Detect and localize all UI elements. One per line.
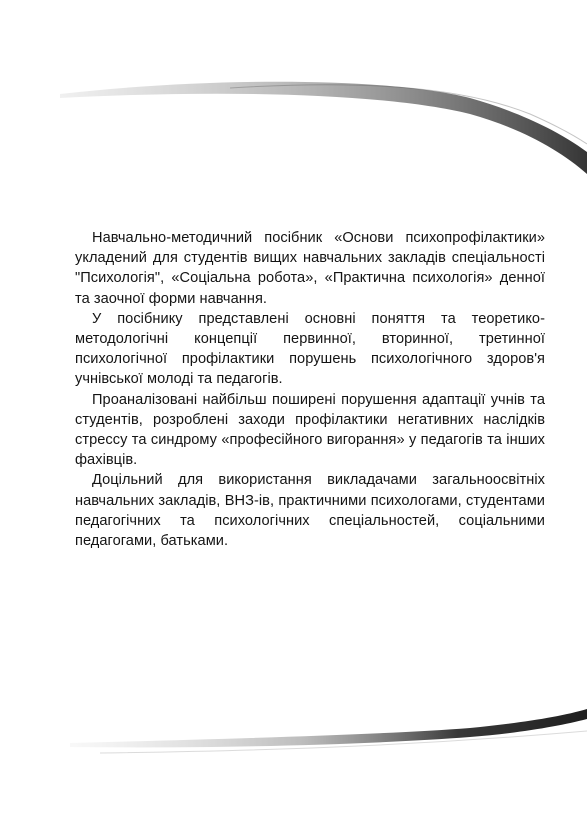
paragraph-analysis: Проаналізовані найбільш поширені порушення адаптації учнів та студентів, розроблені заходи профілактики негативних наслідків стрессу та синдрому «професійного вигорання» у педагогів та інших фахівців. xyxy=(75,391,545,469)
decorative-swoosh-top xyxy=(0,70,587,180)
annotation-text xyxy=(75,228,545,551)
paragraph-content: У посібнику представлені основні поняття та теоретико-методологічні концепції первинної, вторинної, третинної психологічної профілактики порушень психологічного здоров'я учнівської молоді та педагогів. xyxy=(75,310,545,388)
decorative-swoosh-bottom xyxy=(0,695,587,765)
paragraph-audience: Доцільний для використання викладачами загальноосвітніх навчальних закладів, ВНЗ-ів, практичними психологами, студентами педагогічних та психологічних спеціальностей, соціальними педагогами, батьками. xyxy=(75,472,545,550)
paragraph-purpose: Навчально-методичний посібник «Основи психопрофілактики» укладений для студентів вищих навчальних закладів спеціальності "Психологія", «Соціальна робота», «Практична психологія» денної та заочної форми навчання. xyxy=(75,230,545,307)
